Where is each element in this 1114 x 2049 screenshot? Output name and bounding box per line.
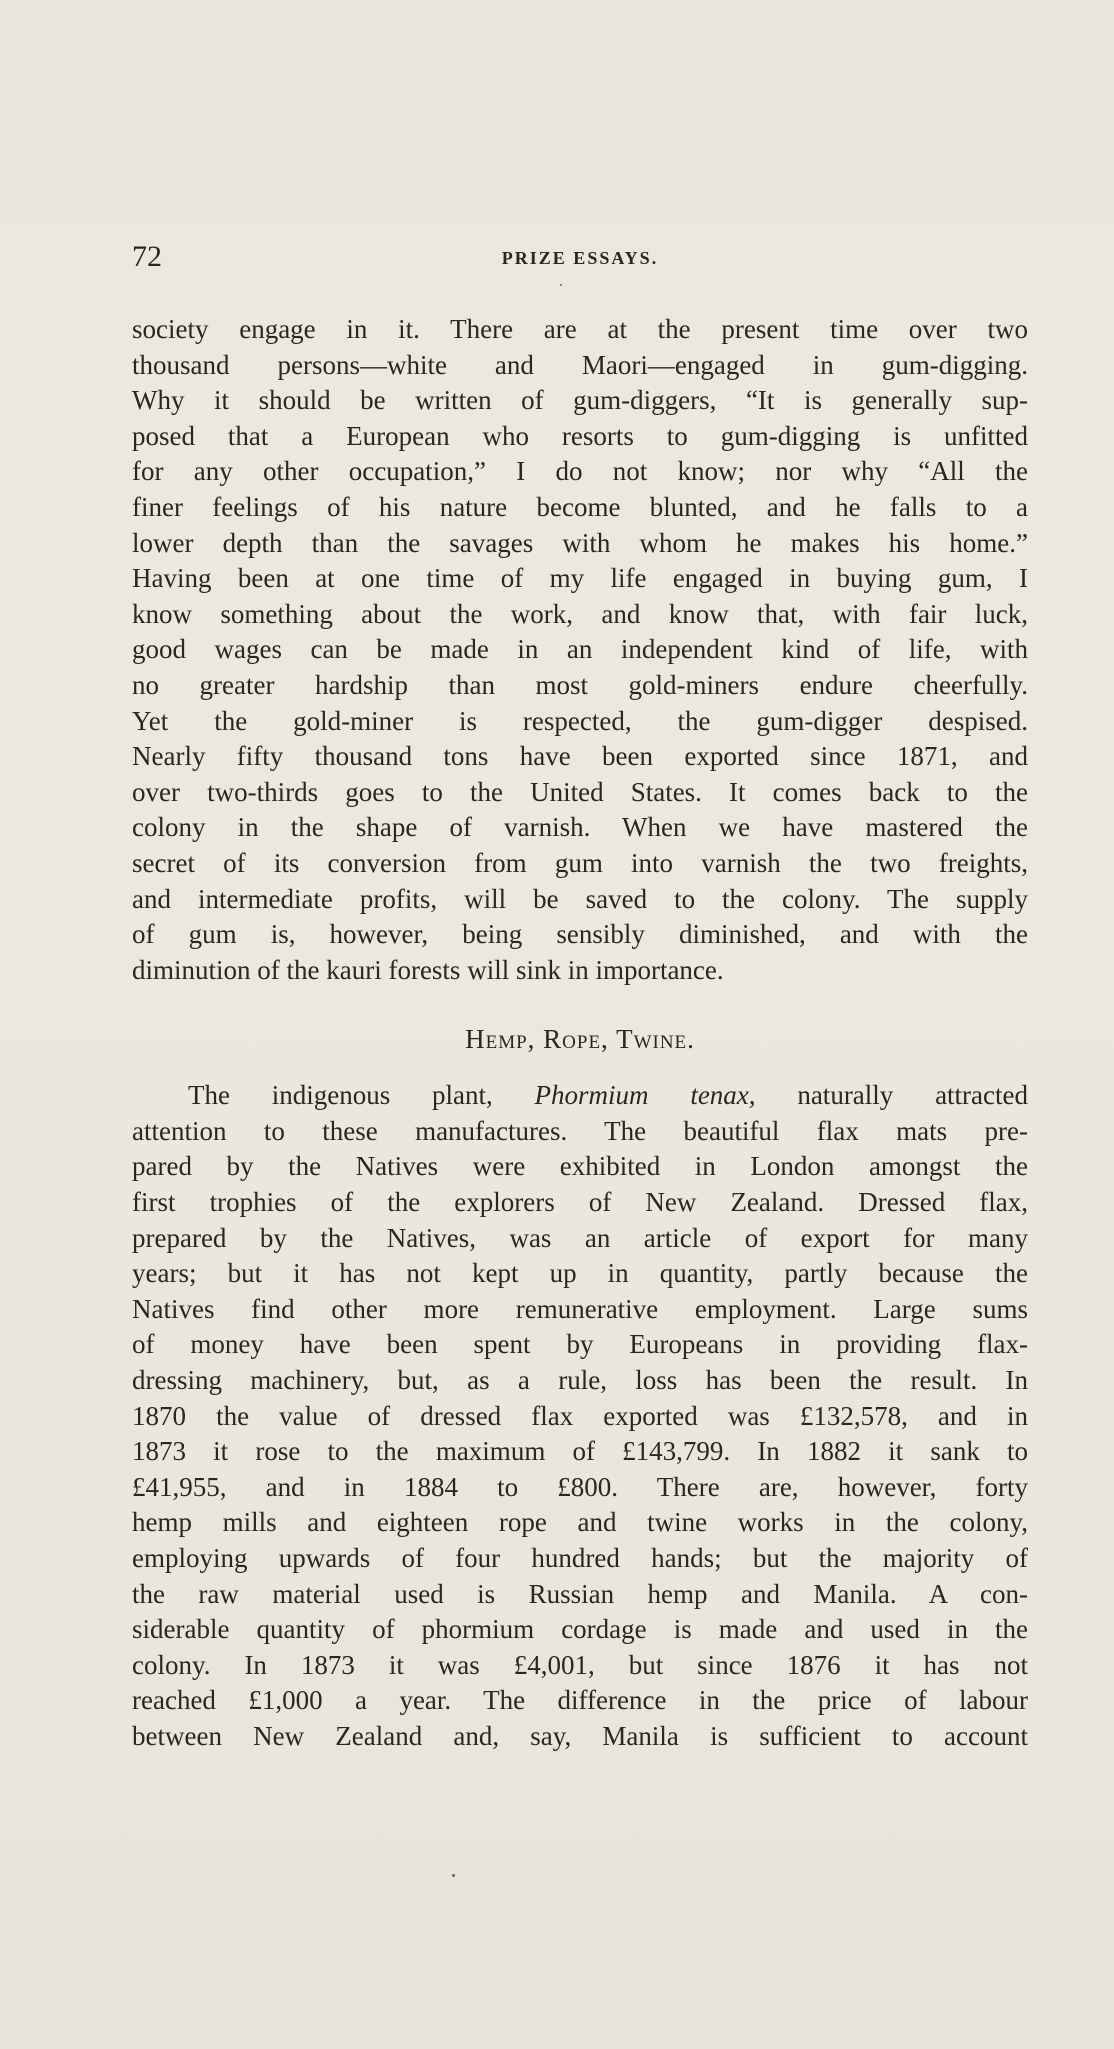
paper-speck	[560, 284, 562, 286]
text-line: dressing machinery, but, as a rule, loss has been the result. In	[132, 1365, 1028, 1396]
text-line: first trophies of the explorers of New Zealand. Dressed flax,	[132, 1187, 1028, 1218]
text-line: Nearly fifty thousand tons have been exported since 1871, and	[132, 741, 1028, 772]
text-line: diminution of the kauri forests will sink in importance.	[132, 954, 724, 985]
text-line: posed that a European who resorts to gum-digging is unfitted	[132, 420, 1028, 451]
text-line: society engage in it. There are at the present time over two	[132, 314, 1028, 344]
text-line: hemp mills and eighteen rope and twine works in the colony,	[132, 1507, 1028, 1538]
text-line: reached £1,000 a year. The difference in the price of labour	[132, 1685, 1028, 1716]
text-line: finer feelings of his nature become blunted, and he falls to a	[132, 491, 1028, 522]
text-line: £41,955, and in 1884 to £800. There are, however, forty	[132, 1471, 1028, 1502]
text-line: lower depth than the savages with whom he makes his home.”	[132, 527, 1028, 558]
text-line: 1873 it rose to the maximum of £143,799. In 1882 it sank to	[132, 1436, 1028, 1467]
text-line: 1870 the value of dressed flax exported was £132,578, and in	[132, 1400, 1028, 1431]
text-line: the raw material used is Russian hemp and Manila. A con-	[132, 1578, 1028, 1609]
section-heading: Hemp, Rope, Twine.	[465, 1024, 695, 1055]
text-line: pared by the Natives were exhibited in London amongst the	[132, 1151, 1028, 1182]
paragraph-hemp	[132, 1078, 1028, 1754]
italic-species-name: Phormium tenax,	[534, 1080, 756, 1111]
text-line: no greater hardship than most gold-miners endure cheerfully.	[132, 669, 1028, 700]
section-spacer	[132, 988, 1028, 1022]
text-line: colony in the shape of varnish. When we have mastered the	[132, 812, 1028, 843]
text-line: over two-thirds goes to the United States. It comes back to the	[132, 776, 1028, 807]
body-text	[132, 312, 1028, 1755]
text-line: siderable quantity of phormium cordage is made and used in the	[132, 1614, 1028, 1645]
heading-spacer	[132, 1062, 1028, 1078]
paragraph-gum-digging	[132, 312, 1028, 988]
text-line: employing upwards of four hundred hands; but the majority of	[132, 1543, 1028, 1573]
running-head: PRIZE ESSAYS.	[501, 248, 659, 268]
text-line: between New Zealand and, say, Manila is sufficient to account	[132, 1720, 1028, 1751]
text-line: attention to these manufactures. The beautiful flax mats pre-	[132, 1115, 1028, 1146]
text-line: Why it should be written of gum-diggers, “It is generally sup-	[132, 385, 1028, 416]
text-line: know something about the work, and know that, with fair luck,	[132, 598, 1028, 629]
text-line: prepared by the Natives, was an article of export for many	[132, 1222, 1028, 1253]
text-line-first	[132, 1078, 1028, 1114]
text-line: Yet the gold-miner is respected, the gum-digger despised.	[132, 705, 1028, 736]
page-number: 72	[132, 240, 162, 273]
paper-speck	[452, 1874, 455, 1877]
text-line: of money have been spent by Europeans in providing flax-	[132, 1329, 1028, 1360]
text-line: and intermediate profits, will be saved to the colony. The supply	[132, 883, 1028, 914]
text-span: naturally attracted	[797, 1080, 1028, 1111]
text-line: good wages can be made in an independent kind of life, with	[132, 634, 1028, 665]
text-line: secret of its conversion from gum into varnish the two freights,	[132, 847, 1028, 878]
text-span: The indigenous plant,	[188, 1080, 493, 1111]
text-line: of gum is, however, being sensibly diminished, and with the	[132, 919, 1028, 950]
text-line: Natives find other more remunerative employment. Large sums	[132, 1293, 1028, 1324]
text-line: Having been at one time of my life engaged in buying gum, I	[132, 563, 1028, 594]
text-line: for any other occupation,” I do not know; nor why “All the	[132, 456, 1028, 487]
text-line: colony. In 1873 it was £4,001, but since 1876 it has not	[132, 1649, 1028, 1680]
page-header	[132, 240, 1028, 280]
text-line: thousand persons—white and Maori—engaged in gum-digging.	[132, 349, 1028, 380]
text-line: years; but it has not kept up in quantity, partly because the	[132, 1258, 1028, 1289]
